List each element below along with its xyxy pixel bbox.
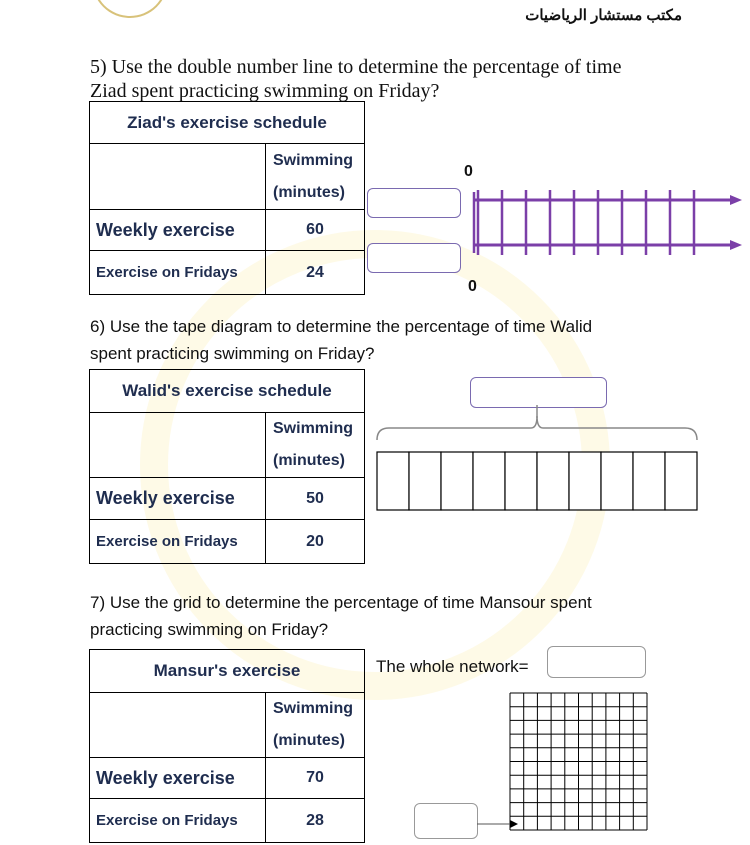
- q5-top-zero: 0: [464, 163, 473, 180]
- row-label: Exercise on Fridays: [90, 251, 266, 295]
- row-value: 60: [266, 210, 365, 251]
- q7-text-line2: practicing swimming on Friday?: [90, 620, 329, 639]
- col-header-unit: (minutes): [273, 452, 345, 469]
- table-title: Mansur's exercise: [90, 650, 365, 693]
- q7-text-line1: 7) Use the grid to determine the percentage of time Mansour spent: [90, 593, 592, 612]
- col-header: Swimming: [273, 151, 354, 169]
- col-header: Swimming: [273, 700, 354, 717]
- table-title: Walid's exercise schedule: [90, 370, 365, 413]
- row-value: 24: [266, 251, 365, 295]
- col-header-unit: (minutes): [273, 183, 345, 201]
- row-value: 28: [266, 799, 365, 843]
- header-org-name: مكتب مستشار الرياضيات: [525, 7, 682, 24]
- row-value: 70: [266, 758, 365, 799]
- arrow-icon: [510, 820, 518, 828]
- row-label: Exercise on Fridays: [90, 799, 266, 843]
- q6-text-line1: 6) Use the tape diagram to determine the percentage of time Walid: [90, 317, 593, 336]
- q6-text-line2: spent practicing swimming on Friday?: [90, 344, 375, 363]
- row-label: Weekly exercise: [90, 478, 266, 520]
- hundred-grid: [510, 693, 647, 830]
- q5-text-line1: 5) Use the double number line to determine the percentage of time: [90, 56, 622, 78]
- row-label: Weekly exercise: [90, 210, 266, 251]
- table-title: Ziad's exercise schedule: [90, 102, 365, 144]
- q5-bottom-zero: 0: [468, 278, 477, 295]
- col-header: Swimming: [273, 420, 354, 437]
- row-value: 20: [266, 520, 365, 564]
- col-header-unit: (minutes): [273, 732, 345, 749]
- row-label: Weekly exercise: [90, 758, 266, 799]
- row-value: 50: [266, 478, 365, 520]
- q5-text-line2: Ziad spent practicing swimming on Friday?: [90, 80, 440, 102]
- whole-network-label: The whole network=: [376, 657, 529, 676]
- row-label: Exercise on Fridays: [90, 520, 266, 564]
